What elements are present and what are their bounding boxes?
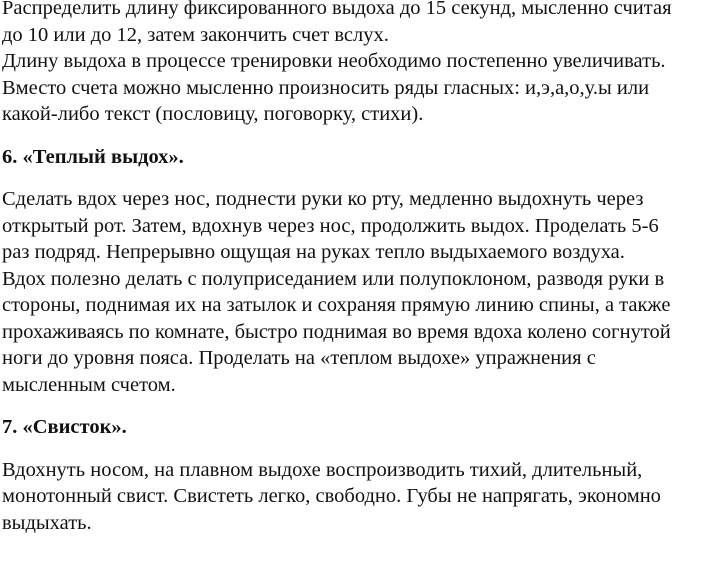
text-line: открытый рот. Затем, вдохнув через нос, продолжить выдох. Проделать 5-6 xyxy=(2,214,659,237)
text-line: Вдохнуть носом, на плавном выдохе воспроизводить тихий, длительный, xyxy=(2,458,643,481)
text-line: монотонный свист. Свистеть легко, свободно. Губы не напрягать, экономно xyxy=(2,485,661,507)
text-line: до 10 или до 12, затем закончить счет вслух. xyxy=(2,23,389,46)
text-line: раз подряд. Непрерывно ощущая на руках тепло выдыхаемого воздуха. xyxy=(2,241,625,263)
text-line: какой-либо текст (пословицу, поговорку, стихи). xyxy=(2,103,424,125)
text-line: мысленным счетом. xyxy=(2,373,176,396)
text-line: прохаживаясь по комнате, быстро поднимая во время вдоха колено согнутой xyxy=(2,320,671,343)
text-line: Сделать вдох через нос, поднести руки ко рту, медленно выдохнуть через xyxy=(2,188,644,210)
exercise-7-heading: 7. «Свисток». xyxy=(2,416,127,438)
exercise-6-heading: 6. «Теплый выдох». xyxy=(2,145,184,168)
text-line: Распределить длину фиксированного выдоха до 15 секунд, мысленно считая xyxy=(2,0,672,19)
intro-paragraph xyxy=(2,0,704,128)
text-line: Вместо счета можно мысленно произносить ряды гласных: и,э,а,о,у.ы или xyxy=(2,76,650,99)
text-line: ноги до уровня пояса. Проделать на «теплом выдохе» упражнения с xyxy=(2,347,596,369)
text-line: Вдох полезно делать с полуприседанием или полупоклоном, разводя руки в xyxy=(2,267,665,290)
text-line: стороны, поднимая их на затылок и сохраняя прямую линию спины, а также xyxy=(2,294,671,316)
exercise-7-body xyxy=(2,457,704,537)
text-line: выдыхать. xyxy=(2,511,92,534)
text-line: Длину выдоха в процессе тренировки необходимо постепенно увеличивать. xyxy=(2,50,666,72)
exercise-6-body xyxy=(2,186,704,398)
